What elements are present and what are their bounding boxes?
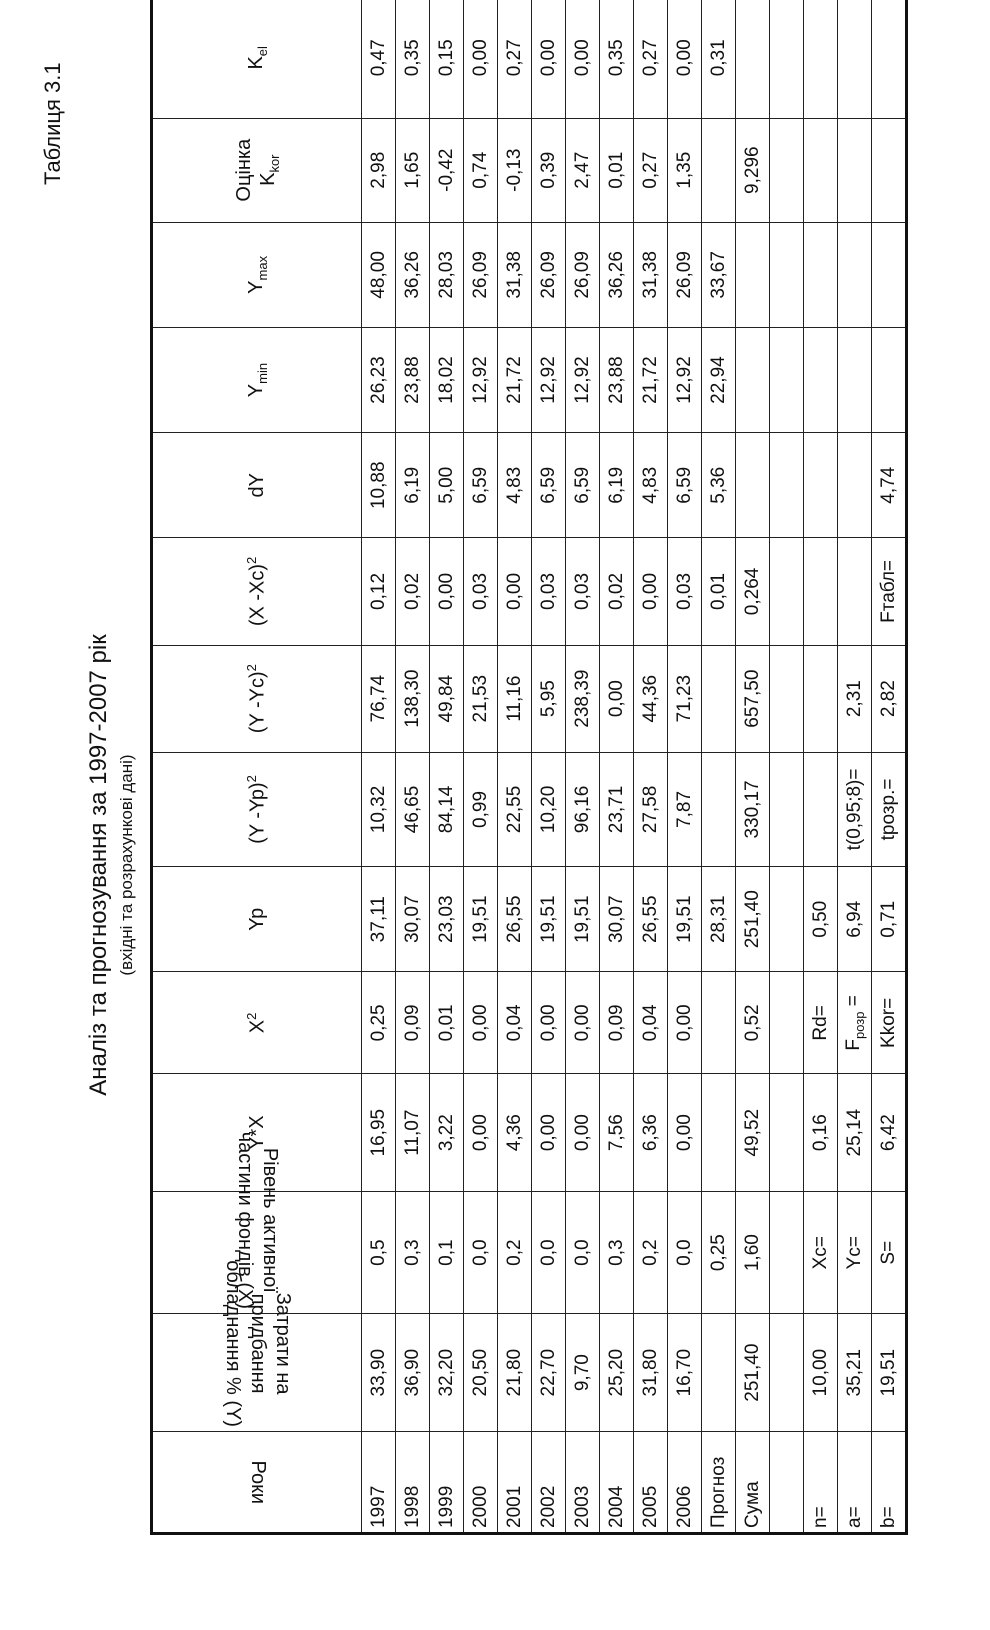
table-caption: Таблиця 3.1 xyxy=(40,62,65,185)
table-cell: 0,50 xyxy=(804,867,838,972)
table-cell: 6,42 xyxy=(872,1074,907,1191)
table-cell: 1999 xyxy=(430,1431,464,1533)
table-cell xyxy=(804,0,838,118)
table-row xyxy=(566,0,600,1534)
table-cell: 9,296 xyxy=(736,118,770,222)
table-cell: 0,02 xyxy=(600,538,634,645)
table-cell xyxy=(736,0,770,118)
table-cell: 0,04 xyxy=(634,972,668,1074)
header-ymin: $Y_{min}$ xyxy=(152,327,362,432)
table-cell xyxy=(838,538,872,645)
table-cell xyxy=(770,1314,804,1431)
stats-row xyxy=(804,0,838,1534)
table-cell: 6,36 xyxy=(634,1074,668,1191)
table-cell: 26,09 xyxy=(532,222,566,327)
table-cell xyxy=(770,327,804,432)
table-cell xyxy=(804,327,838,432)
table-cell: 6,19 xyxy=(600,433,634,538)
table-cell: 6,59 xyxy=(464,433,498,538)
table-cell: b= xyxy=(872,1431,907,1533)
table-cell: 5,95 xyxy=(532,645,566,752)
table-cell xyxy=(872,222,907,327)
table-cell: 0,27 xyxy=(498,0,532,118)
table-row xyxy=(668,0,702,1534)
table-cell: 0,52 xyxy=(736,972,770,1074)
table-cell: 0,00 xyxy=(532,1074,566,1191)
table-cell: 0,03 xyxy=(464,538,498,645)
table-cell: 12,92 xyxy=(566,327,600,432)
table-cell: 10,00 xyxy=(804,1314,838,1431)
table-cell: 0,03 xyxy=(668,538,702,645)
table-cell: 26,09 xyxy=(464,222,498,327)
header-level: Рівень активної частини фондів (X) xyxy=(152,1191,362,1314)
table-cell: 2003 xyxy=(566,1431,600,1533)
table-cell: 19,51 xyxy=(872,1314,907,1431)
table-cell xyxy=(838,118,872,222)
table-cell: 26,55 xyxy=(634,867,668,972)
table-cell: 138,30 xyxy=(396,645,430,752)
table-cell: 0,00 xyxy=(668,0,702,118)
table-cell: 7,87 xyxy=(668,752,702,866)
table-cell: 1,60 xyxy=(736,1191,770,1314)
table-cell: 23,03 xyxy=(430,867,464,972)
table-row xyxy=(498,0,532,1534)
table-cell: S= xyxy=(872,1191,907,1314)
table-cell: 657,50 xyxy=(736,645,770,752)
table-cell: Fтабл= xyxy=(872,538,907,645)
table-cell: 37,11 xyxy=(362,867,396,972)
table-cell xyxy=(702,1074,736,1191)
table-title: Аналіз та прогнозування за 1997-2007 рік xyxy=(85,634,112,1096)
header-yx: Y*X xyxy=(152,1074,362,1191)
table-cell xyxy=(872,118,907,222)
table-cell: 0,15 xyxy=(430,0,464,118)
table-cell: 28,31 xyxy=(702,867,736,972)
table-cell: 0,03 xyxy=(566,538,600,645)
table-cell: 12,92 xyxy=(668,327,702,432)
table-cell: 49,52 xyxy=(736,1074,770,1191)
table-cell: 0,0 xyxy=(464,1191,498,1314)
table-cell: 16,95 xyxy=(362,1074,396,1191)
table-cell: $F_{розр}$ = xyxy=(838,972,872,1074)
table-cell xyxy=(736,327,770,432)
table-row xyxy=(362,0,396,1534)
table-cell: 0,264 xyxy=(736,538,770,645)
table-cell: 0,3 xyxy=(600,1191,634,1314)
table-cell: 0,01 xyxy=(600,118,634,222)
table-cell xyxy=(770,972,804,1074)
header-kel: $K_{el}$ xyxy=(152,0,362,118)
table-cell: 0,00 xyxy=(668,972,702,1074)
header-years: Роки xyxy=(152,1431,362,1533)
table-cell: 10,32 xyxy=(362,752,396,866)
table-cell: 0,01 xyxy=(702,538,736,645)
table-cell xyxy=(804,118,838,222)
table-cell: Yc= xyxy=(838,1191,872,1314)
table-cell: 10,20 xyxy=(532,752,566,866)
forecast-row xyxy=(702,0,736,1534)
table-cell xyxy=(736,222,770,327)
table-cell: 2,31 xyxy=(838,645,872,752)
table-cell: 0,0 xyxy=(532,1191,566,1314)
table-row xyxy=(464,0,498,1534)
table-cell: 84,14 xyxy=(430,752,464,866)
table-cell: 0,00 xyxy=(464,1074,498,1191)
table-cell: 5,00 xyxy=(430,433,464,538)
table-cell: 2005 xyxy=(634,1431,668,1533)
table-cell: 10,88 xyxy=(362,433,396,538)
table-cell: 11,16 xyxy=(498,645,532,752)
header-y-yc: (Y -Yc)$^2$ xyxy=(152,645,362,752)
table-cell: Xc= xyxy=(804,1191,838,1314)
table-cell: 11,07 xyxy=(396,1074,430,1191)
table-cell: 2,98 xyxy=(362,118,396,222)
table-cell: 30,07 xyxy=(600,867,634,972)
table-cell xyxy=(770,1431,804,1533)
table-cell: 0,04 xyxy=(498,972,532,1074)
table-cell: 46,65 xyxy=(396,752,430,866)
table-cell: 21,72 xyxy=(634,327,668,432)
table-cell: 26,23 xyxy=(362,327,396,432)
table-cell: 36,26 xyxy=(600,222,634,327)
table-cell: 32,20 xyxy=(430,1314,464,1431)
table-cell: 0,27 xyxy=(634,118,668,222)
table-subtitle: (вхідні та розрахункові дані) xyxy=(117,754,136,976)
table-cell: 1997 xyxy=(362,1431,396,1533)
header-x-xc: (X -Xc)$^2$ xyxy=(152,538,362,645)
table-cell: 0,25 xyxy=(702,1191,736,1314)
table-cell: 30,07 xyxy=(396,867,430,972)
table-cell: 26,09 xyxy=(566,222,600,327)
table-cell xyxy=(838,222,872,327)
table-cell: 4,36 xyxy=(498,1074,532,1191)
table-cell: 1,65 xyxy=(396,118,430,222)
table-cell: 2,82 xyxy=(872,645,907,752)
table-cell: 31,38 xyxy=(498,222,532,327)
table-cell: 0,00 xyxy=(464,972,498,1074)
table-cell xyxy=(702,972,736,1074)
table-cell: 2,47 xyxy=(566,118,600,222)
table-cell xyxy=(770,645,804,752)
header-dy: dY xyxy=(152,433,362,538)
table-cell xyxy=(770,0,804,118)
table-cell: 6,59 xyxy=(668,433,702,538)
table-cell: 0,5 xyxy=(362,1191,396,1314)
table-cell: n= xyxy=(804,1431,838,1533)
table-cell: 0,2 xyxy=(498,1191,532,1314)
table-cell: 5,36 xyxy=(702,433,736,538)
table-cell: 35,21 xyxy=(838,1314,872,1431)
table-row xyxy=(532,0,566,1534)
table-cell: 25,20 xyxy=(600,1314,634,1431)
table-cell: 20,50 xyxy=(464,1314,498,1431)
table-cell: t(0,95;8)= xyxy=(838,752,872,866)
table-cell xyxy=(736,433,770,538)
table-cell: 0,00 xyxy=(498,538,532,645)
table-cell xyxy=(804,538,838,645)
table-cell xyxy=(838,327,872,432)
table-cell: 2002 xyxy=(532,1431,566,1533)
table-cell: 0,35 xyxy=(600,0,634,118)
header-kkor: Оцінка $K_{kor}$ xyxy=(152,118,362,222)
table-cell: 0,09 xyxy=(396,972,430,1074)
table-cell: 1998 xyxy=(396,1431,430,1533)
header-yp: Yp xyxy=(152,867,362,972)
table-cell xyxy=(770,118,804,222)
table-cell: 19,51 xyxy=(464,867,498,972)
table-cell: 0,3 xyxy=(396,1191,430,1314)
table-cell: 0,31 xyxy=(702,0,736,118)
table-cell: 2006 xyxy=(668,1431,702,1533)
table-cell: 0,25 xyxy=(362,972,396,1074)
empty-row xyxy=(770,0,804,1534)
table-cell xyxy=(872,0,907,118)
analysis-table xyxy=(150,0,908,1535)
table-cell: 12,92 xyxy=(532,327,566,432)
table-cell: 31,80 xyxy=(634,1314,668,1431)
table-cell: 0,35 xyxy=(396,0,430,118)
table-cell: 9,70 xyxy=(566,1314,600,1431)
table-cell: 0,03 xyxy=(532,538,566,645)
stats-row xyxy=(838,0,872,1534)
table-cell: 0,00 xyxy=(532,972,566,1074)
table-cell: 33,90 xyxy=(362,1314,396,1431)
table-cell xyxy=(702,1314,736,1431)
table-cell: 21,80 xyxy=(498,1314,532,1431)
table-cell: 18,02 xyxy=(430,327,464,432)
table-cell: 4,83 xyxy=(634,433,668,538)
table-cell: 22,94 xyxy=(702,327,736,432)
table-cell: 0,0 xyxy=(668,1191,702,1314)
table-cell: 251,40 xyxy=(736,1314,770,1431)
table-cell: 330,17 xyxy=(736,752,770,866)
table-cell: 0,71 xyxy=(872,867,907,972)
table-cell: 36,26 xyxy=(396,222,430,327)
table-cell: Rd= xyxy=(804,972,838,1074)
table-cell: 22,70 xyxy=(532,1314,566,1431)
table-cell xyxy=(838,433,872,538)
stats-row xyxy=(872,0,907,1534)
table-cell: 0,00 xyxy=(430,538,464,645)
table-cell: Сума xyxy=(736,1431,770,1533)
table-cell: 0,16 xyxy=(804,1074,838,1191)
table-cell: 33,67 xyxy=(702,222,736,327)
table-cell xyxy=(838,0,872,118)
table-cell: 0,1 xyxy=(430,1191,464,1314)
table-cell: 2001 xyxy=(498,1431,532,1533)
table-cell xyxy=(770,867,804,972)
table-cell xyxy=(770,1074,804,1191)
table-cell: 251,40 xyxy=(736,867,770,972)
table-cell: 22,55 xyxy=(498,752,532,866)
table-cell: -0,13 xyxy=(498,118,532,222)
table-cell: 0,27 xyxy=(634,0,668,118)
table-cell: 0,00 xyxy=(532,0,566,118)
table-cell: 25,14 xyxy=(838,1074,872,1191)
table-cell xyxy=(804,645,838,752)
table-cell: 0,00 xyxy=(634,538,668,645)
table-cell: 0,00 xyxy=(668,1074,702,1191)
table-cell: 19,51 xyxy=(532,867,566,972)
table-cell: 2004 xyxy=(600,1431,634,1533)
table-cell xyxy=(804,752,838,866)
table-row xyxy=(634,0,668,1534)
table-cell: 23,71 xyxy=(600,752,634,866)
table-cell: 2000 xyxy=(464,1431,498,1533)
table-row xyxy=(600,0,634,1534)
table-cell: 21,53 xyxy=(464,645,498,752)
table-cell: 0,00 xyxy=(464,0,498,118)
table-cell: -0,42 xyxy=(430,118,464,222)
table-cell: 26,55 xyxy=(498,867,532,972)
table-cell: 0,2 xyxy=(634,1191,668,1314)
table-cell xyxy=(702,752,736,866)
table-cell: 1,35 xyxy=(668,118,702,222)
table-cell: a= xyxy=(838,1431,872,1533)
table-cell: 76,74 xyxy=(362,645,396,752)
table-cell: 96,16 xyxy=(566,752,600,866)
table-cell xyxy=(770,538,804,645)
table-cell: 31,38 xyxy=(634,222,668,327)
table-cell: 6,59 xyxy=(566,433,600,538)
table-cell xyxy=(702,118,736,222)
table-cell xyxy=(702,645,736,752)
table-cell xyxy=(770,433,804,538)
table-cell: 238,39 xyxy=(566,645,600,752)
table-cell: tрозр.= xyxy=(872,752,907,866)
table-row xyxy=(430,0,464,1534)
table-cell: 0,02 xyxy=(396,538,430,645)
table-cell: 0,47 xyxy=(362,0,396,118)
table-cell xyxy=(804,433,838,538)
sum-row xyxy=(736,0,770,1534)
table-cell: 6,94 xyxy=(838,867,872,972)
table-cell: 36,90 xyxy=(396,1314,430,1431)
table-cell: 0,00 xyxy=(566,972,600,1074)
table-cell: 23,88 xyxy=(600,327,634,432)
table-cell: 49,84 xyxy=(430,645,464,752)
header-y-yp: (Y -Yp)$^2$ xyxy=(152,752,362,866)
table-cell: 0,99 xyxy=(464,752,498,866)
table-cell: 23,88 xyxy=(396,327,430,432)
table-cell: 7,56 xyxy=(600,1074,634,1191)
table-cell xyxy=(770,222,804,327)
table-cell: 0,00 xyxy=(566,1074,600,1191)
table-cell: 4,83 xyxy=(498,433,532,538)
table-cell: 6,19 xyxy=(396,433,430,538)
table-cell: 44,36 xyxy=(634,645,668,752)
table-cell: Kkor= xyxy=(872,972,907,1074)
header-ymax: $Y_{max}$ xyxy=(152,222,362,327)
table-cell: 0,00 xyxy=(600,645,634,752)
table-cell: 16,70 xyxy=(668,1314,702,1431)
table-cell xyxy=(872,327,907,432)
table-cell: 0,0 xyxy=(566,1191,600,1314)
table-cell: 21,72 xyxy=(498,327,532,432)
table-cell: 3,22 xyxy=(430,1074,464,1191)
table-cell xyxy=(804,222,838,327)
table-cell xyxy=(770,752,804,866)
table-cell: 12,92 xyxy=(464,327,498,432)
table-cell: 0,00 xyxy=(566,0,600,118)
table-cell: 0,09 xyxy=(600,972,634,1074)
table-cell: 19,51 xyxy=(566,867,600,972)
table-cell: 26,09 xyxy=(668,222,702,327)
table-cell: 0,01 xyxy=(430,972,464,1074)
table-cell xyxy=(770,1191,804,1314)
table-cell: 0,39 xyxy=(532,118,566,222)
table-cell: 28,03 xyxy=(430,222,464,327)
table-cell: 27,58 xyxy=(634,752,668,866)
table-row xyxy=(396,0,430,1534)
table-cell: 19,51 xyxy=(668,867,702,972)
header-x2: $X^2$ xyxy=(152,972,362,1074)
table-cell: 0,12 xyxy=(362,538,396,645)
table-cell: 48,00 xyxy=(362,222,396,327)
table-cell: 0,74 xyxy=(464,118,498,222)
table-cell: 4,74 xyxy=(872,433,907,538)
header-cost: Затрати на придбання обладнання % (Y) xyxy=(152,1314,362,1431)
table-cell: 6,59 xyxy=(532,433,566,538)
table-cell: Прогноз xyxy=(702,1431,736,1533)
header-row xyxy=(152,0,362,1534)
table-cell: 71,23 xyxy=(668,645,702,752)
